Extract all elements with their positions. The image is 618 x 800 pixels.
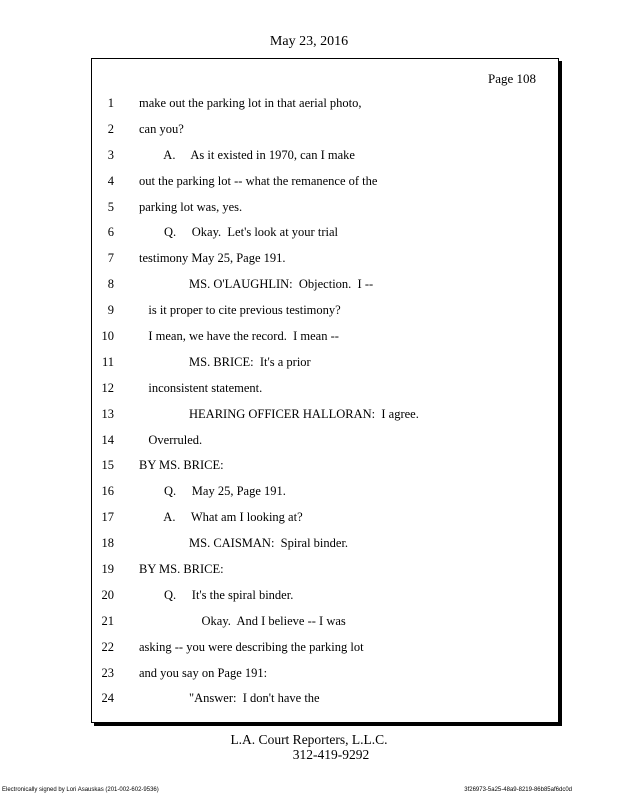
line-text: out the parking lot -- what the remanence of the (139, 173, 378, 188)
line-number: 12 (101, 380, 114, 395)
transcript-line (92, 379, 558, 405)
transcript-line (92, 508, 558, 534)
transcript-line (92, 586, 558, 612)
transcript-line (92, 405, 558, 431)
line-number: 14 (101, 432, 114, 447)
line-text: Q. Okay. Let's look at your trial (139, 225, 338, 240)
transcript-line (92, 560, 558, 586)
transcript-line (92, 482, 558, 508)
line-number: 9 (107, 303, 114, 318)
line-text: Overruled. (139, 432, 203, 447)
line-text: I mean, we have the record. I mean -- (139, 329, 339, 344)
transcript-line (92, 120, 558, 146)
line-text: A. As it existed in 1970, can I make (139, 147, 355, 162)
line-text: MS. O'LAUGHLIN: Objection. I -- (139, 277, 374, 292)
line-number: 6 (107, 225, 114, 240)
line-text: make out the parking lot in that aerial photo, (139, 96, 362, 110)
line-text: BY MS. BRICE: (139, 562, 224, 577)
line-text: and you say on Page 191: (139, 665, 268, 680)
signature-id: 3f26973-5a25-48a9-8219-86b85af6dc0d (464, 787, 572, 793)
line-text: BY MS. BRICE: (139, 458, 224, 473)
line-number: 21 (101, 613, 114, 628)
transcript-line (92, 456, 558, 482)
line-text: Q. May 25, Page 191. (139, 484, 286, 499)
line-number: 8 (107, 277, 114, 292)
line-text: is it proper to cite previous testimony? (139, 303, 341, 318)
line-text: Q. It's the spiral binder. (139, 587, 294, 602)
line-number: 17 (101, 510, 114, 525)
signature-left: Electronically signed by Lori Asauskas (201-002-602-9536) (2, 787, 159, 793)
transcript-line (92, 198, 558, 224)
line-number: 19 (101, 562, 114, 577)
line-number: 18 (101, 536, 114, 551)
transcript-line (92, 94, 558, 120)
line-text: MS. BRICE: It's a prior (139, 354, 311, 369)
line-text: asking -- you were describing the parking lot (139, 639, 364, 654)
transcript-line (92, 327, 558, 353)
line-number: 1 (107, 96, 114, 110)
line-number: 2 (107, 121, 114, 136)
line-text: parking lot was, yes. (139, 199, 243, 214)
line-number: 22 (101, 639, 114, 654)
line-text: A. What am I looking at? (139, 510, 303, 525)
transcript-line (92, 534, 558, 560)
transcript-line (92, 689, 558, 715)
transcript-line (92, 353, 558, 379)
header-date: May 23, 2016 (269, 34, 349, 49)
transcript-page (91, 58, 559, 723)
line-text: Okay. And I believe -- I was (139, 613, 346, 628)
line-number: 15 (101, 458, 114, 473)
line-number: 13 (101, 406, 114, 421)
line-text: inconsistent statement. (139, 380, 263, 395)
line-number: 4 (107, 173, 114, 188)
line-number: 3 (107, 147, 114, 162)
transcript-lines (92, 94, 558, 715)
transcript-line (92, 664, 558, 690)
line-number: 24 (101, 691, 114, 706)
line-number: 10 (101, 329, 114, 344)
line-number: 5 (107, 199, 114, 214)
line-text: "Answer: I don't have the (139, 691, 320, 706)
line-text: HEARING OFFICER HALLORAN: I agree. (139, 406, 419, 421)
transcript-line (92, 431, 558, 457)
footer-company: L.A. Court Reporters, L.L.C. (230, 732, 388, 747)
transcript-line (92, 301, 558, 327)
page-number: Page 108 (487, 71, 536, 86)
line-number: 23 (101, 665, 114, 680)
transcript-line (92, 249, 558, 275)
footer-phone: 312-419-9292 (292, 747, 370, 762)
line-number: 11 (101, 354, 114, 369)
transcript-line (92, 275, 558, 301)
transcript-line (92, 223, 558, 249)
line-number: 20 (101, 587, 114, 602)
transcript-line (92, 638, 558, 664)
transcript-line (92, 612, 558, 638)
transcript-line (92, 146, 558, 172)
footer (0, 732, 618, 762)
transcript-line (92, 172, 558, 198)
line-number: 16 (101, 484, 114, 499)
line-number: 7 (107, 251, 114, 266)
line-text: can you? (139, 121, 184, 136)
line-text: MS. CAISMAN: Spiral binder. (139, 536, 349, 551)
line-text: testimony May 25, Page 191. (139, 251, 286, 266)
